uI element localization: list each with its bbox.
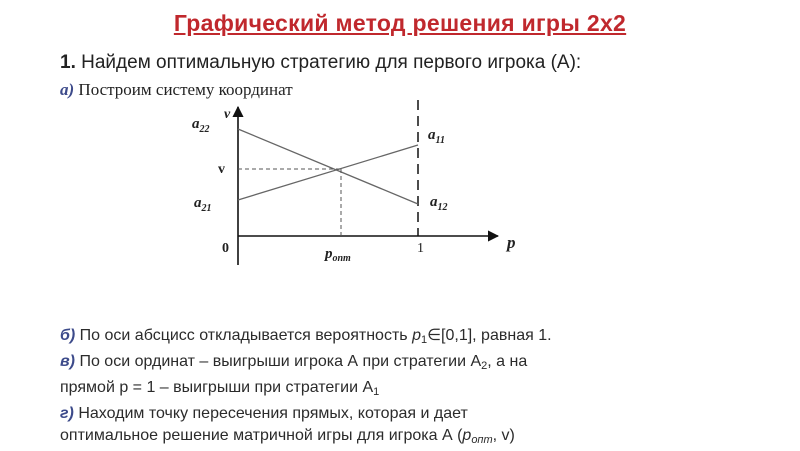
step-a-letter: а) [60, 80, 75, 99]
one-label: 1 [417, 241, 424, 256]
a22-subscript: 22 [199, 124, 210, 135]
a11-subscript: 11 [435, 135, 445, 146]
note-c-cont [60, 377, 780, 403]
note-d-p-sub: опт [471, 434, 493, 446]
note-c-sub-1: 2 [481, 360, 488, 372]
note-c-text-1: По оси ординат – выигрыши игрока А при стратегии А [75, 353, 482, 370]
step-a-text: Построим систему координат [74, 80, 293, 99]
a12-letter: a [430, 194, 438, 210]
a12-label [430, 194, 448, 213]
note-b-text-1: По оси абсцисс откладывается вероятность [75, 327, 413, 344]
note-b-letter: б) [60, 327, 76, 344]
a11-label [428, 127, 445, 146]
note-c-letter: в) [60, 353, 75, 370]
explanation-text [60, 325, 780, 451]
note-d-letter: г) [60, 405, 74, 422]
step-1-text: Найдем оптимальную стратегию для первого игрока (А): [75, 52, 582, 73]
note-b [60, 325, 780, 351]
v-label: v [218, 162, 225, 177]
note-c [60, 351, 780, 377]
note-d-text-2: оптимальное решение матричной игры для игрока А ( [60, 427, 463, 444]
step-1-number: 1. [60, 52, 76, 73]
note-d [60, 403, 780, 425]
line-a22-a12 [238, 129, 418, 204]
p-opt-symbol: p [325, 246, 333, 262]
note-b-p: p [412, 327, 421, 344]
a21-subscript: 21 [201, 203, 212, 214]
note-b-p-sub: 1 [420, 334, 428, 346]
note-c-sub-2: 1 [373, 386, 380, 398]
a11-letter: a [428, 127, 436, 143]
note-b-text-2: ∈[0,1], равная 1. [427, 327, 552, 344]
y-axis-label: v [224, 107, 231, 122]
x-axis-label: p [507, 233, 516, 252]
origin-label: 0 [222, 241, 229, 256]
p-opt-label [323, 246, 351, 264]
slide-title: Графический метод решения игры 2х2 [173, 10, 627, 36]
note-c-text-2: , а на [487, 353, 528, 370]
note-d-text-1: Находим точку пересечения прямых, которая и дает [73, 405, 468, 422]
p-opt-subscript: опт [332, 253, 351, 264]
a22-letter: a [192, 116, 200, 132]
note-d-cont [60, 425, 780, 451]
note-c-text-3: прямой р = 1 – выигрыши при стратегии А [60, 379, 374, 396]
note-d-p: p [462, 427, 472, 444]
a12-subscript: 12 [437, 202, 448, 213]
line-a21-a11 [238, 145, 418, 200]
note-d-text-3: , v) [492, 427, 515, 444]
a21-letter: a [194, 195, 202, 211]
a21-label [194, 195, 212, 214]
a22-label [192, 116, 210, 135]
